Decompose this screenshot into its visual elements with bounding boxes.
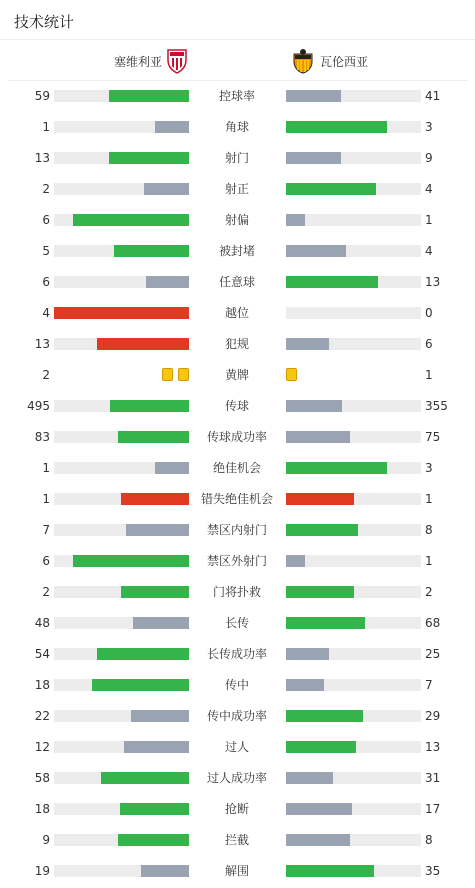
stat-row bbox=[0, 701, 475, 732]
away-value: 41 bbox=[425, 89, 441, 103]
home-bar-fill bbox=[114, 245, 189, 257]
home-bar-fill bbox=[155, 121, 189, 133]
home-value: 6 bbox=[42, 213, 50, 227]
home-value: 54 bbox=[34, 647, 50, 661]
away-value: 8 bbox=[425, 523, 433, 537]
away-bar-track bbox=[286, 679, 421, 691]
stat-label: 传球 bbox=[224, 399, 249, 413]
away-value: 3 bbox=[425, 120, 433, 134]
home-bar-fill bbox=[92, 679, 189, 691]
stat-label: 绝佳机会 bbox=[212, 461, 261, 475]
away-bar-fill bbox=[286, 555, 305, 567]
away-bar-track bbox=[286, 276, 421, 288]
home-value: 83 bbox=[34, 430, 50, 444]
home-bar-track bbox=[54, 741, 189, 753]
stat-row bbox=[0, 391, 475, 422]
away-bar-track bbox=[286, 865, 421, 877]
home-bar-fill bbox=[144, 183, 189, 195]
stat-label: 角球 bbox=[224, 120, 249, 134]
stat-row bbox=[0, 174, 475, 205]
away-bar-track bbox=[286, 400, 421, 412]
home-bar-track bbox=[54, 245, 189, 257]
stat-label: 门将扑救 bbox=[212, 585, 261, 599]
stat-row bbox=[0, 670, 475, 701]
home-value: 2 bbox=[42, 182, 50, 196]
away-bar-fill bbox=[286, 679, 324, 691]
away-value: 2 bbox=[425, 585, 433, 599]
home-bar-fill bbox=[109, 152, 189, 164]
stat-label: 传中 bbox=[224, 678, 249, 692]
home-bar-track bbox=[54, 121, 189, 133]
stat-row bbox=[0, 577, 475, 608]
away-bar-track bbox=[286, 555, 421, 567]
away-bar-fill bbox=[286, 865, 374, 877]
home-value: 6 bbox=[42, 554, 50, 568]
stat-row bbox=[0, 360, 475, 391]
home-bar-track bbox=[54, 648, 189, 660]
away-bar-track bbox=[286, 586, 421, 598]
home-bar-fill bbox=[101, 772, 189, 784]
yellow-card-icon bbox=[286, 368, 297, 381]
stat-row bbox=[0, 763, 475, 794]
home-value: 13 bbox=[34, 337, 50, 351]
stat-label: 过人 bbox=[224, 740, 249, 754]
away-bar-track bbox=[286, 338, 421, 350]
home-bar-track bbox=[54, 493, 189, 505]
stat-label: 越位 bbox=[224, 306, 249, 320]
home-value: 6 bbox=[42, 275, 50, 289]
stat-label: 射门 bbox=[224, 151, 249, 165]
home-bar-fill bbox=[155, 462, 189, 474]
home-value: 495 bbox=[27, 399, 50, 413]
away-bar-fill bbox=[286, 183, 376, 195]
page-title: 技术统计 bbox=[14, 13, 75, 31]
away-bar-fill bbox=[286, 493, 354, 505]
home-bar-fill bbox=[131, 710, 189, 722]
home-bar-track bbox=[54, 214, 189, 226]
away-value: 4 bbox=[425, 244, 433, 258]
away-bar-track bbox=[286, 741, 421, 753]
home-bar-track bbox=[54, 586, 189, 598]
stat-label: 任意球 bbox=[218, 275, 255, 289]
stat-label: 传球成功率 bbox=[206, 430, 267, 444]
stat-row bbox=[0, 143, 475, 174]
stat-label: 错失绝佳机会 bbox=[200, 492, 273, 506]
away-bar-fill bbox=[286, 276, 378, 288]
home-bar-track bbox=[54, 152, 189, 164]
away-bar-track bbox=[286, 493, 421, 505]
away-bar-fill bbox=[286, 338, 329, 350]
away-bar-fill bbox=[286, 741, 356, 753]
yellow-card-icon bbox=[178, 368, 189, 381]
away-bar-track bbox=[286, 183, 421, 195]
away-bar-track bbox=[286, 152, 421, 164]
stat-row bbox=[0, 546, 475, 577]
stat-row bbox=[0, 608, 475, 639]
away-value: 25 bbox=[425, 647, 441, 661]
away-value: 7 bbox=[425, 678, 433, 692]
stat-label: 拦截 bbox=[224, 833, 249, 847]
home-bar-fill bbox=[121, 586, 189, 598]
away-value: 3 bbox=[425, 461, 433, 475]
home-bar-track bbox=[54, 834, 189, 846]
away-team-name: 瓦伦西亚 bbox=[320, 55, 369, 69]
stat-row bbox=[0, 453, 475, 484]
stat-row bbox=[0, 639, 475, 670]
away-bar-track bbox=[286, 307, 421, 319]
away-bar-track bbox=[286, 245, 421, 257]
stat-label: 犯规 bbox=[224, 337, 249, 351]
away-value: 0 bbox=[425, 306, 433, 320]
away-bar-track bbox=[286, 90, 421, 102]
away-value: 75 bbox=[425, 430, 441, 444]
away-value: 1 bbox=[425, 368, 433, 382]
home-value: 9 bbox=[42, 833, 50, 847]
home-value: 13 bbox=[34, 151, 50, 165]
away-bar-fill bbox=[286, 121, 387, 133]
home-bar-track bbox=[54, 865, 189, 877]
home-value: 1 bbox=[42, 120, 50, 134]
home-bar-track bbox=[54, 338, 189, 350]
home-bar-fill bbox=[73, 555, 189, 567]
home-value: 4 bbox=[42, 306, 50, 320]
stat-label: 黄牌 bbox=[224, 368, 249, 382]
away-value: 35 bbox=[425, 864, 441, 878]
home-bar-track bbox=[54, 90, 189, 102]
stat-label: 禁区内射门 bbox=[206, 523, 267, 537]
home-bar-fill bbox=[126, 524, 189, 536]
stats-header bbox=[0, 0, 475, 40]
home-bar-track bbox=[54, 276, 189, 288]
away-bar-track bbox=[286, 431, 421, 443]
home-bar-fill bbox=[118, 834, 189, 846]
stat-row bbox=[0, 112, 475, 143]
stat-label: 过人成功率 bbox=[206, 771, 267, 785]
stat-label: 长传 bbox=[224, 616, 249, 630]
home-bar-fill bbox=[110, 400, 189, 412]
away-value: 13 bbox=[425, 275, 441, 289]
away-bar-track bbox=[286, 710, 421, 722]
home-value: 19 bbox=[34, 864, 50, 878]
stat-label: 被封堵 bbox=[218, 244, 255, 258]
home-bar-track bbox=[54, 431, 189, 443]
stat-label: 禁区外射门 bbox=[206, 554, 267, 568]
home-bar-track bbox=[54, 772, 189, 784]
stat-row bbox=[0, 732, 475, 763]
away-bar-fill bbox=[286, 617, 365, 629]
home-bar-fill bbox=[124, 741, 189, 753]
home-value: 18 bbox=[34, 802, 50, 816]
stat-label: 控球率 bbox=[218, 89, 255, 103]
home-bar-fill bbox=[73, 214, 189, 226]
stat-row bbox=[0, 298, 475, 329]
away-value: 1 bbox=[425, 554, 433, 568]
home-bar-fill bbox=[97, 338, 189, 350]
away-value: 31 bbox=[425, 771, 441, 785]
home-value: 1 bbox=[42, 492, 50, 506]
home-bar-fill bbox=[133, 617, 189, 629]
away-yellow-cards bbox=[286, 368, 421, 382]
home-bar-fill bbox=[120, 803, 189, 815]
home-value: 18 bbox=[34, 678, 50, 692]
teams-row bbox=[8, 40, 467, 81]
away-value: 355 bbox=[425, 399, 448, 413]
home-bar-track bbox=[54, 803, 189, 815]
home-value: 22 bbox=[34, 709, 50, 723]
away-bar-track bbox=[286, 803, 421, 815]
away-value: 6 bbox=[425, 337, 433, 351]
stat-row bbox=[0, 236, 475, 267]
stat-row bbox=[0, 81, 475, 112]
away-bar-fill bbox=[286, 400, 342, 412]
away-value: 13 bbox=[425, 740, 441, 754]
away-bar-fill bbox=[286, 152, 341, 164]
home-bar-track bbox=[54, 617, 189, 629]
home-bar-track bbox=[54, 679, 189, 691]
away-bar-fill bbox=[286, 245, 346, 257]
home-value: 5 bbox=[42, 244, 50, 258]
stat-label: 解围 bbox=[224, 864, 249, 878]
home-bar-track bbox=[54, 555, 189, 567]
home-bar-track bbox=[54, 524, 189, 536]
home-bar-fill bbox=[118, 431, 189, 443]
away-bar-fill bbox=[286, 648, 329, 660]
away-bar-fill bbox=[286, 431, 350, 443]
away-bar-fill bbox=[286, 90, 341, 102]
home-bar-track bbox=[54, 462, 189, 474]
away-value: 17 bbox=[425, 802, 441, 816]
home-bar-track bbox=[54, 183, 189, 195]
home-yellow-cards bbox=[54, 368, 189, 382]
stat-row bbox=[0, 205, 475, 236]
home-bar-fill bbox=[109, 90, 189, 102]
home-bar-track bbox=[54, 307, 189, 319]
stat-row bbox=[0, 856, 475, 887]
away-value: 9 bbox=[425, 151, 433, 165]
home-bar-fill bbox=[54, 307, 189, 319]
away-bar-fill bbox=[286, 524, 358, 536]
stat-row bbox=[0, 422, 475, 453]
yellow-card-icon bbox=[162, 368, 173, 381]
stat-label: 抢断 bbox=[224, 802, 249, 816]
home-value: 2 bbox=[42, 368, 50, 382]
home-value: 48 bbox=[34, 616, 50, 630]
stat-row bbox=[0, 267, 475, 298]
away-value: 1 bbox=[425, 492, 433, 506]
stat-label: 射正 bbox=[224, 182, 249, 196]
stat-label: 射偏 bbox=[224, 213, 249, 227]
sevilla-crest-icon bbox=[166, 48, 188, 74]
home-value: 59 bbox=[34, 89, 50, 103]
stat-row bbox=[0, 329, 475, 360]
away-value: 68 bbox=[425, 616, 441, 630]
away-bar-fill bbox=[286, 834, 350, 846]
stat-row bbox=[0, 825, 475, 856]
away-bar-track bbox=[286, 462, 421, 474]
home-bar-track bbox=[54, 710, 189, 722]
stat-label: 长传成功率 bbox=[206, 647, 267, 661]
stat-row bbox=[0, 484, 475, 515]
away-bar-fill bbox=[286, 710, 363, 722]
away-bar-fill bbox=[286, 803, 352, 815]
home-bar-fill bbox=[97, 648, 189, 660]
away-bar-fill bbox=[286, 214, 305, 226]
away-value: 4 bbox=[425, 182, 433, 196]
stat-row bbox=[0, 515, 475, 546]
home-bar-track bbox=[54, 400, 189, 412]
away-bar-fill bbox=[286, 586, 354, 598]
away-bar-track bbox=[286, 617, 421, 629]
away-bar-fill bbox=[286, 462, 387, 474]
home-value: 2 bbox=[42, 585, 50, 599]
home-bar-fill bbox=[146, 276, 189, 288]
away-bar-track bbox=[286, 524, 421, 536]
valencia-crest-icon bbox=[292, 48, 314, 74]
away-bar-fill bbox=[286, 772, 333, 784]
away-bar-track bbox=[286, 772, 421, 784]
home-bar-fill bbox=[141, 865, 189, 877]
home-value: 1 bbox=[42, 461, 50, 475]
stat-row bbox=[0, 794, 475, 825]
home-value: 7 bbox=[42, 523, 50, 537]
away-value: 8 bbox=[425, 833, 433, 847]
away-bar-track bbox=[286, 834, 421, 846]
home-bar-fill bbox=[121, 493, 189, 505]
away-bar-track bbox=[286, 121, 421, 133]
stat-label: 传中成功率 bbox=[206, 709, 267, 723]
away-bar-track bbox=[286, 214, 421, 226]
away-value: 1 bbox=[425, 213, 433, 227]
away-value: 29 bbox=[425, 709, 441, 723]
home-value: 58 bbox=[34, 771, 50, 785]
home-value: 12 bbox=[34, 740, 50, 754]
home-team-name: 塞维利亚 bbox=[114, 55, 163, 69]
away-bar-track bbox=[286, 648, 421, 660]
